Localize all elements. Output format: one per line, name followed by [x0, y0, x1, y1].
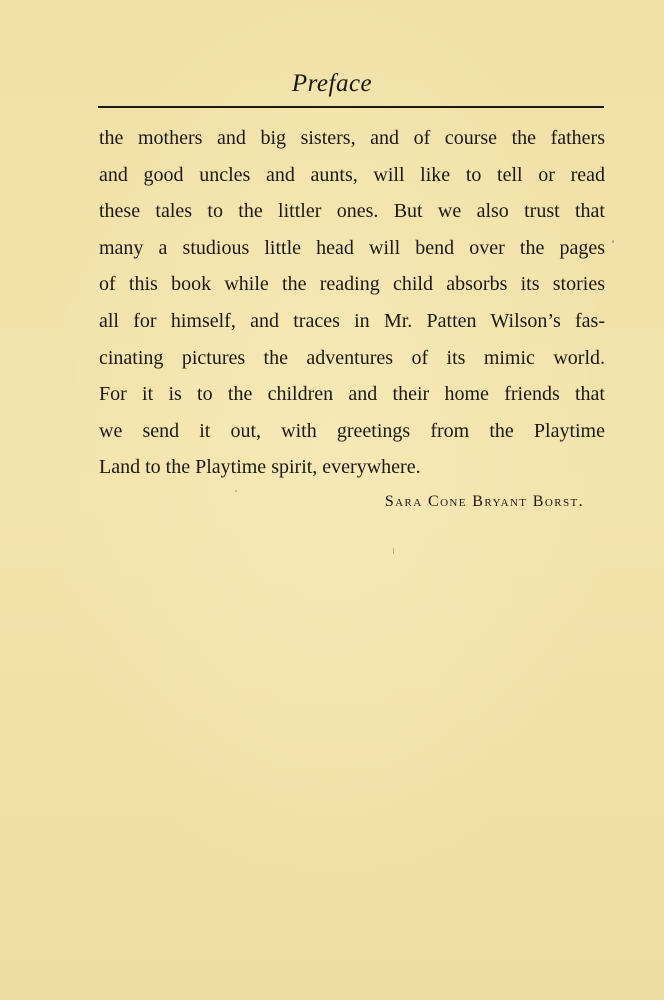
text-line: Land to the Playtime spirit, everywhere. — [99, 456, 421, 479]
text-line: many a studious little head will bend over the pages — [99, 236, 605, 259]
text-line: cinating pictures the adventures of its mimic world. — [99, 346, 605, 369]
preface-text-block — [99, 120, 605, 486]
header-rule — [98, 106, 604, 108]
running-head-title: Preface — [291, 70, 373, 97]
paper-speck — [235, 490, 237, 492]
text-line: all for himself, and traces in Mr. Patten Wilson’s fas- — [99, 309, 605, 332]
author-signature: Sara Cone Bryant Borst. — [384, 493, 584, 510]
paper-speck — [612, 240, 614, 243]
text-line: and good uncles and aunts, will like to tell or read — [99, 163, 605, 186]
text-line: of this book while the reading child absorbs its stories — [99, 273, 605, 296]
paper-speck — [393, 548, 394, 554]
text-line: these tales to the littler ones. But we also trust that — [99, 200, 605, 223]
text-line: the mothers and big sisters, and of course the fathers — [99, 127, 605, 149]
text-line: For it is to the children and their home friends that — [99, 383, 605, 406]
text-line: we send it out, with greetings from the Playtime — [99, 419, 605, 442]
